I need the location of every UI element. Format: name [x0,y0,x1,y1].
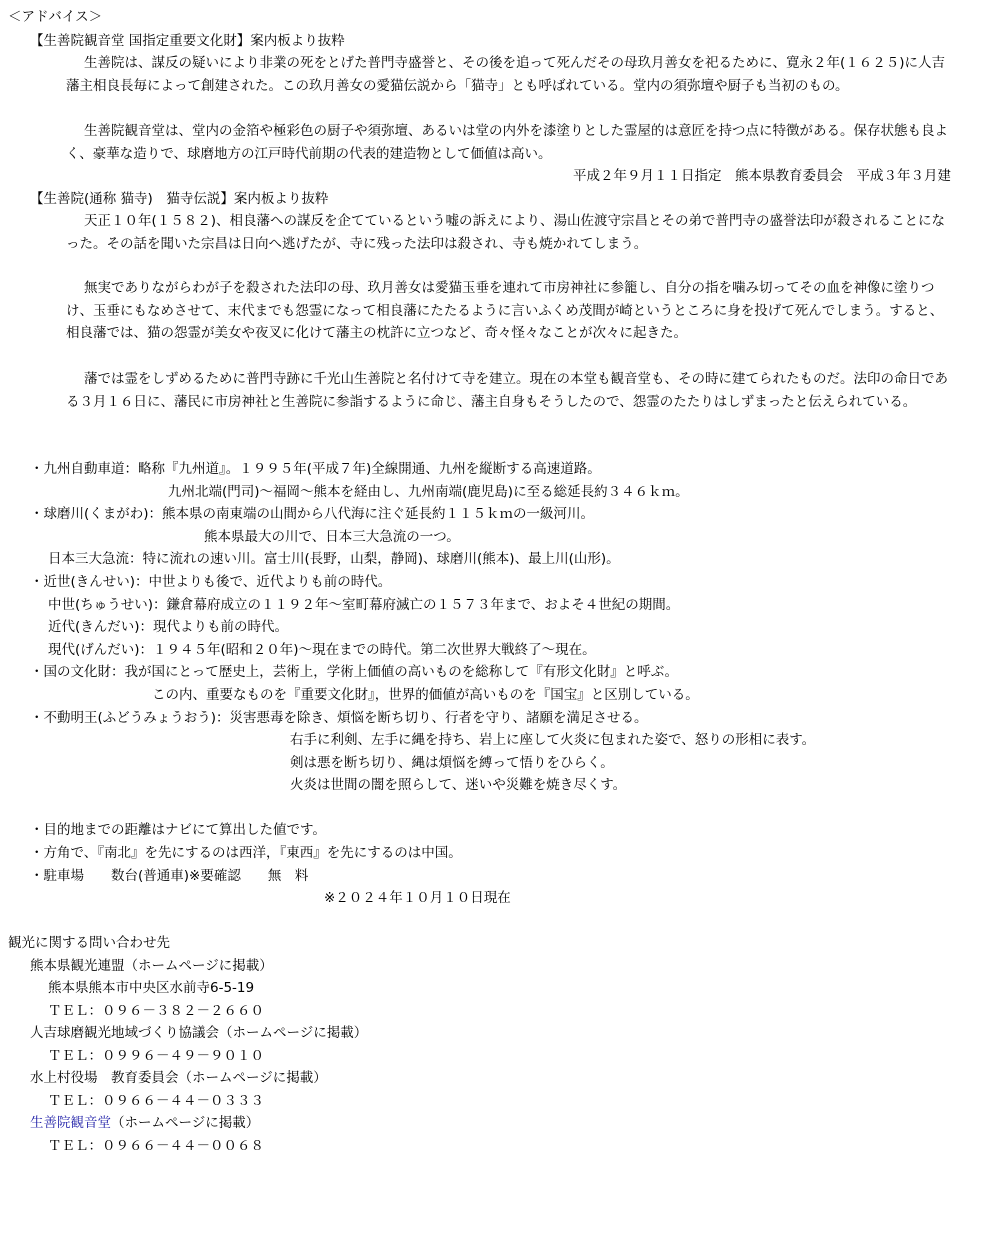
note-as-of-date: ※２０２４年１０月１０日現在 [324,890,511,906]
glossary-chusei: 中世(ちゅうせい)：鎌倉幕府成立の１１９２年～室町幕府滅亡の１５７３年まで、およそ４世紀の期間。 [48,597,680,613]
glossary-fudo-myoo-detail-3: 火炎は世間の闇を照らして、迷いや災難を焼き尽くす。 [290,777,627,793]
contact-hitoyoshi-kuma-council [30,1022,367,1045]
contact-kumamoto-tourism-federation [30,955,273,978]
glossary-cultural-property: ・国の文化財：我が国にとって歴史上，芸術上，学術上価値の高いものを総称して『有形文化財』と呼ぶ。 [30,664,678,680]
contact-suffix: （ホームページに掲載） [178,1070,327,1086]
sign1-credit: 平成２年９月１１日指定 熊本県教育委員会 平成３年３月建 [573,168,951,184]
glossary-expressway: ・九州自動車道：略称『九州道』。１９９５年(平成７年)全線開通、九州を縦断する高速道路。 [30,461,601,477]
glossary-kinsei: ・近世(きんせい)：中世よりも後で、近代よりも前の時代。 [30,574,392,590]
sign1-paragraph-1: 生善院は、謀反の疑いにより非業の死をとげた普門寺盛誉と、その後を追って死んだその母玖月善女を祀るために、寛永２年(１６２５)に人吉藩主相良長毎によって創建された。この玖月善女の愛猫伝説から「猫寺」とも呼ばれている。堂内の須弥壇や厨子も当初のもの。 [66,55,946,94]
contact-tel: ＴＥＬ：０９６６－４４－００６８ [48,1138,264,1154]
contact-shozenin-kannondo [30,1112,259,1135]
note-parking: ・駐車場 数台(普通車)※要確認 無 料 [30,868,309,884]
glossary-gendai: 現代(げんだい)：１９４５年(昭和２０年)～現在までの時代。第二次世界大戦終了～現在。 [48,642,596,658]
sign2-paragraph-3: 藩では霊をしずめるために普門寺跡に千光山生善院と名付けて寺を建立。現在の本堂も観音堂も、その時に建てられたものだ。法印の命日である３月１６日に、藩民に市房神社と生善院に参詣するように命じ、藩主自身もそうしたので、怨霊のたたりはしずまったと伝えられている。 [66,371,948,410]
glossary-fudo-myoo: ・不動明王(ふどうみょうおう)：災害悪毒を除き、煩悩を断ち切り、行者を守り、諸願を満足させる。 [30,710,648,726]
contact-name-link[interactable]: 生善院観音堂 [30,1115,111,1131]
sign2-title: 【生善院(通称 猫寺) 猫寺伝説】案内板より抜粋 [30,191,329,207]
sign2-paragraph-1: 天正１０年(１５８２)、相良藩への謀反を企てているという嘘の訴えにより、湯山佐渡守宗昌とその弟で普門寺の盛誉法印が殺されることになった。その話を聞いた宗昌は日向へ逃げたが、寺に残った法印は殺され、寺も焼かれてしまう。 [66,213,946,252]
contact-mizukami-village-office [30,1067,327,1090]
contact-suffix: （ホームページに掲載） [111,1115,260,1131]
contact-tel: ＴＥＬ：０９９６－４９－９０１０ [48,1048,264,1064]
sign1-paragraph-2: 生善院観音堂は、堂内の金箔や極彩色の厨子や須弥壇、あるいは堂の内外を漆塗りとした霊屋的は意匠を持つ点に特徴がある。保存状態も良よく、豪華な造りで、球磨地方の江戸時代前期の代表的建造物として価値は高い。 [66,123,948,162]
glossary-kuma-river-detail: 熊本県最大の川で、日本三大急流の一つ。 [204,529,460,545]
glossary-three-rapids: 日本三大急流：特に流れの速い川。富士川(長野，山梨，静岡)、球磨川(熊本)、最上川(山形)。 [48,551,620,567]
contact-tel: ＴＥＬ：０９６６－４４－０３３３ [48,1093,264,1109]
glossary-cultural-property-detail: この内、重要なものを『重要文化財』，世界的価値が高いものを『国宝』と区別している。 [152,687,699,703]
glossary-fudo-myoo-detail-2: 剣は悪を断ち切り、縄は煩悩を縛って悟りをひらく。 [290,755,614,771]
contact-tel: ＴＥＬ：０９６－３８２－２６６０ [48,1003,264,1019]
contact-name: 水上村役場 教育委員会 [30,1070,179,1086]
glossary-kindai: 近代(きんだい)：現代よりも前の時代。 [48,619,289,635]
sign2-paragraph-2: 無実でありながらわが子を殺された法印の母、玖月善女は愛猫玉垂を連れて市房神社に参籠し、自分の指を噛み切ってその血を神像に塗りつけ、玉垂にもなめさせて、末代までも怨霊になって相良藩にたたるように言いふくめ茂間が崎というところに身を投げて死んでしまう。すると、相良藩では、猫の怨霊が美女や夜叉に化けて藩主の枕許に立つなど、奇々怪々なことが次々に起きた。 [66,280,944,342]
glossary-expressway-detail: 九州北端(門司)～福岡～熊本を経由し、九州南端(鹿児島)に至る総延長約３４６ｋｍ。 [168,484,689,500]
contact-suffix: （ホームページに掲載） [219,1025,368,1041]
advice-heading: ＜アドバイス＞ [8,9,103,25]
contact-suffix: （ホームページに掲載） [124,958,273,974]
glossary-kuma-river: ・球磨川(くまがわ)：熊本県の南東端の山間から八代海に注ぐ延長約１１５ｋｍの一級河川。 [30,506,595,522]
contact-name: 人吉球磨観光地域づくり協議会 [30,1025,219,1041]
contacts-heading: 観光に関する問い合わせ先 [8,935,170,951]
contact-name: 熊本県観光連盟 [30,958,125,974]
note-direction: ・方角で、『南北』を先にするのは西洋，『東西』を先にするのは中国。 [30,845,462,861]
contact-address: 熊本県熊本市中央区水前寺6-5-19 [48,980,255,996]
glossary-fudo-myoo-detail-1: 右手に利剣、左手に縄を持ち、岩上に座して火炎に包まれた姿で、怒りの形相に表す。 [290,732,816,748]
note-distance: ・目的地までの距離はナビにて算出した値です。 [30,822,326,838]
sign1-title: 【生善院観音堂 国指定重要文化財】案内板より抜粋 [30,33,345,49]
